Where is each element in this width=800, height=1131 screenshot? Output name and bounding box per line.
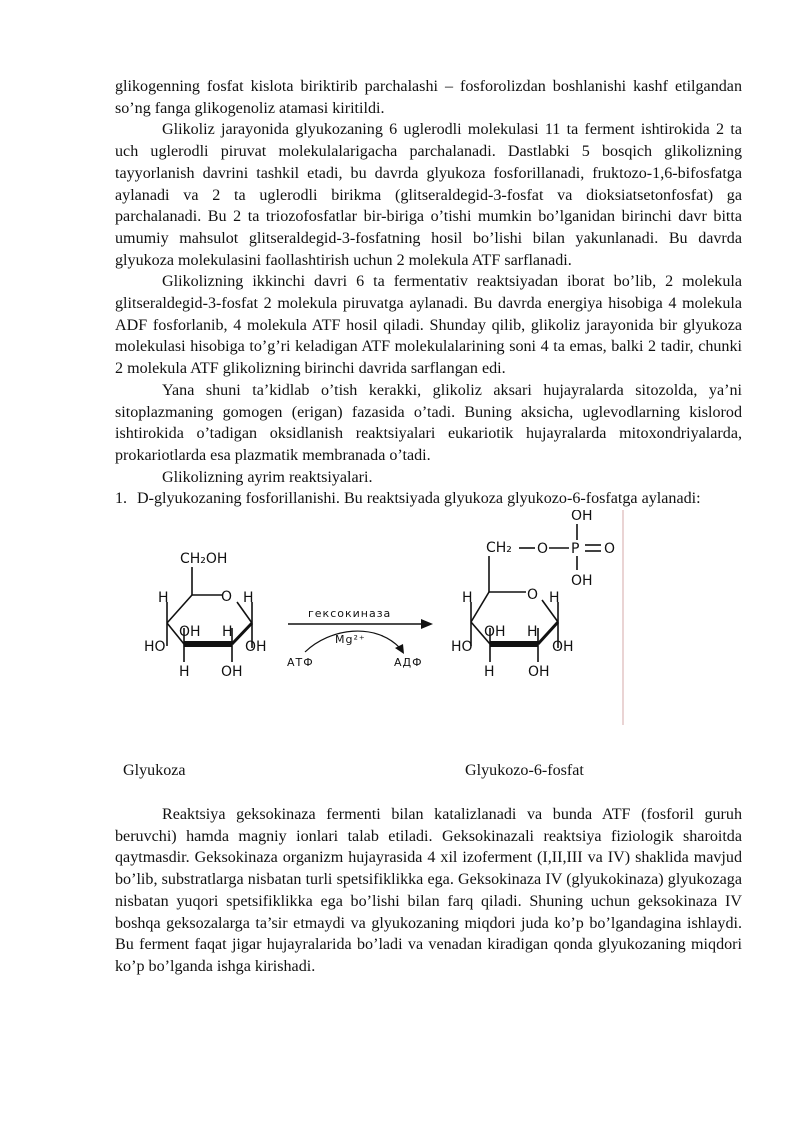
g6p-ho-c4: HO — [451, 639, 473, 656]
glucose-ho-c4: HO — [144, 639, 166, 656]
g6p-ring-oxygen: O — [527, 587, 539, 604]
g6p-ch2-label: CH₂ — [486, 540, 512, 557]
glucose-h-c5: H — [158, 590, 169, 607]
g6p-ring-left-bond — [471, 592, 489, 622]
glucose-h-c1: H — [243, 590, 254, 607]
atp-adp-curve-head — [395, 644, 404, 654]
paragraph-hexokinase: Reaktsiya geksokinaza fermenti bilan katalizlanadi va bunda ATF (fosforil guruh beruvchi) hamda magniy ionlari talab etiladi. Geksokinazali reaktsiya fiziologik sharoitda qaytmasdir. Geksokinaza organizm hujayrasida 4 xil izoferment (I,II,III va IV) shaklida mavjud bo’lib, substratlarga nisbatan turli spetsifiklikka ega. Geksokinaza IV (glyukokinaza) glyukozaga nisbatan yuqori spetsifiklikka ega bo’lishi bilan farq qiladi. Shuning uchun geksokinaza IV boshqa geksozalarga ta’sir etmaydi va glyukozaning miqdori juda ko’p bo’lgandagina ishlaydi. Bu ferment faqat jigar hujayralarida bo’ladi va venadan kiradigan qonda glyukozaning miqdori ko’p bo’lganda ishga kirishadi. — [115, 806, 742, 975]
reaction-scheme — [115, 510, 742, 760]
caption-glucose: Glyukoza — [123, 762, 186, 780]
glucose-6-phosphate-structure — [451, 510, 615, 680]
glucose-oh-c4: OH — [179, 624, 201, 641]
paragraph-glycolysis-first-phase: Glikoliz jarayonida glyukozaning 6 uglerodli molekulasi 11 ta ferment ishtirokida 2 ta uch uglerodli piruvat molekulalarigacha parchalanadi. Dastlabki 5 bosqich glikolizning tayyorlanish davrini tashkil etadi, bu davrda glyukoza fosforillanadi, fruktozo-1,6-bifosfatga aylanadi va 2 ta uglerodli birikma (glitseraldegid-3-fosfat va dioksiatsetonfosfat) ga parchalanadi. Bu 2 ta triozofosfatlar bir-biriga o’tishi mumkin bo’lganidan birinchi davr bitta umumiy mahsulot glitseraldegid-3-fosfatning hosil bo’lishi bilan yakunlanadi. Bu davrda glyukoza molekulasini faollashtirish uchun 2 molekula ATF sarflanadi. — [115, 121, 742, 269]
reaction-figure — [115, 510, 742, 760]
caption-glucose-6-phosphate: Glyukozo-6-fosfat — [465, 762, 584, 780]
glucose-h-bottom: H — [179, 664, 190, 681]
adp-label: АДФ — [394, 656, 423, 670]
reaction-arrow-head — [421, 619, 433, 629]
g6p-h-c3: H — [527, 624, 538, 641]
g6p-oh-bottom: OH — [528, 664, 550, 681]
g6p-oh-c4: OH — [484, 624, 506, 641]
g6p-h-c1: H — [549, 590, 560, 607]
reaction-arrow-group — [287, 607, 433, 669]
g6p-oh-c1: OH — [552, 639, 574, 656]
section-heading-reactions: Glikolizning ayrim reaktsiyalari. — [162, 468, 373, 486]
atp-label: АТФ — [287, 656, 314, 670]
g6p-h-c5: H — [462, 590, 473, 607]
glucose-ch2oh-label: CH₂OH — [180, 551, 228, 568]
glucose-h-c3: H — [222, 624, 233, 641]
figure-captions — [115, 760, 742, 804]
paragraph-glycolysis-location: Yana shuni ta’kidlab o’tish kerakki, glikoliz aksari hujayralarda sitozolda, ya’ni sitoplazmaning gomogen (erigan) fazasida o’tadi. Buning aksicha, uglevodlarning kislorod ishtirokida o’tadigan oksidlanish reaktsiyalari eukariotik hujayralarda mitoxondriyalarda, prokariotlarda esa plazmatik membranada o’tadi. — [115, 381, 742, 464]
glucose-oh-bottom: OH — [221, 664, 243, 681]
g6p-ester-oxygen: O — [537, 541, 549, 558]
glucose-ring-left-bond — [167, 595, 192, 623]
glucose-oh-c1: OH — [245, 639, 267, 656]
glucose-structure — [144, 551, 267, 680]
list-item — [115, 488, 742, 510]
enzyme-label: гексокиназа — [308, 607, 392, 621]
list-number: 1. — [115, 490, 128, 508]
paragraph-glycogenolysis: glikogenning fosfat kislota biriktirib parchalashi – fosforolizdan boshlanishi kashf etilgandan so’ng fanga glikogenoliz atamasi kiritildi. — [115, 78, 742, 117]
g6p-phosphate-oh-top: OH — [571, 510, 593, 525]
cofactor-label: Mg²⁺ — [335, 633, 366, 647]
g6p-phosphoryl-oxygen: O — [604, 541, 616, 558]
list-text: D-glyukozaning fosforillanishi. Bu reaktsiyada glyukoza glyukozo-6-fosfatga aylanadi: — [137, 490, 701, 508]
document-page — [115, 76, 742, 978]
g6p-phosphate-oh-bottom: OH — [571, 573, 593, 590]
g6p-phosphorus: P — [571, 541, 580, 558]
paragraph-glycolysis-second-phase: Glikolizning ikkinchi davri 6 ta fermentativ reaktsiyadan iborat bo’lib, 2 molekula glitseraldegid-3-fosfat 2 molekula piruvatga aylanadi. Bu davrda energiya hisobiga 4 molekula ADF fosforlanib, 4 molekula ATF hosil qiladi. Shunday qilib, glikoliz jarayonida bir glyukoza molekulasi hisobiga to’g’ri keladigan ATF molekulalarining soni 4 ta emas, balki 2 tadir, chunki 2 molekula ATF glikolizning birinchi davrida sarflangan edi. — [115, 273, 742, 378]
g6p-h-bottom: H — [484, 664, 495, 681]
glucose-ring-oxygen: O — [221, 589, 233, 606]
